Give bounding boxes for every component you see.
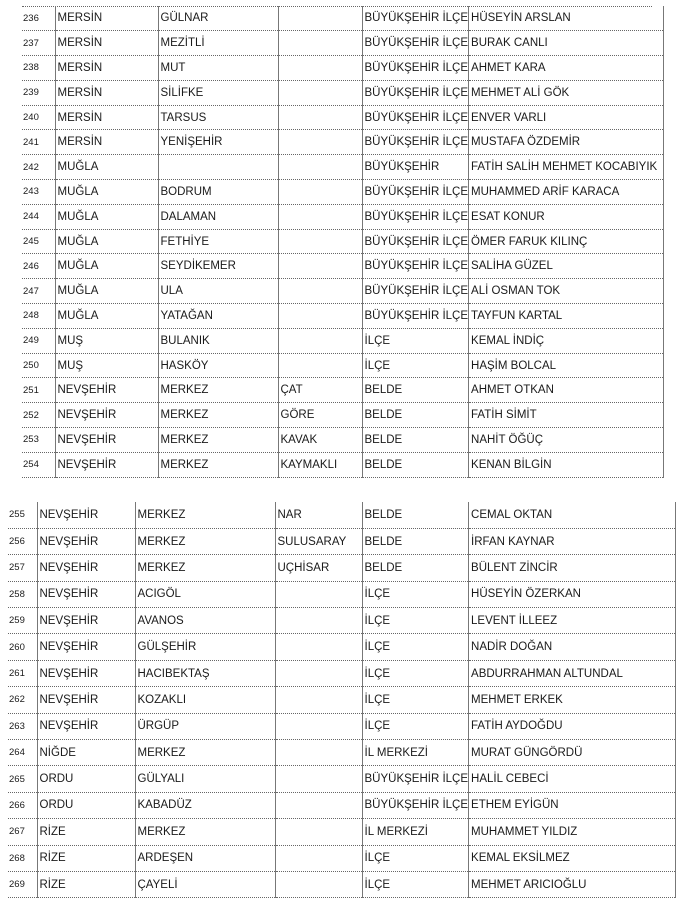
type-cell: İLÇE [362,581,469,607]
type-cell: İLÇE [362,353,469,378]
table-row [22,31,664,56]
district-cell: MERKEZ [158,403,278,428]
district-cell: MERKEZ [135,740,275,766]
candidate-name-cell: MUHAMMED ARİF KARACA [469,180,664,205]
district-cell: GÜLYALI [135,766,275,792]
type-cell: BÜYÜKŞEHİR İLÇE [362,254,469,279]
type-cell: BELDE [362,528,469,554]
candidate-name-cell: MEHMET ERKEK [469,687,676,713]
table-row [8,766,676,792]
row-number-cell: 242 [22,155,55,180]
town-cell [278,155,362,180]
province-cell: MERSİN [55,56,158,81]
row-number-cell: 263 [8,713,37,739]
type-cell: BÜYÜKŞEHİR [362,155,469,180]
candidate-name-cell: TAYFUN KARTAL [469,304,664,329]
type-cell: BÜYÜKŞEHİR İLÇE [362,6,469,31]
candidate-name-cell: FATİH SİMİT [469,403,664,428]
type-cell: BÜYÜKŞEHİR İLÇE [362,229,469,254]
district-cell: SİLİFKE [158,80,278,105]
type-cell: BÜYÜKŞEHİR İLÇE [362,766,469,792]
town-cell [278,279,362,304]
table-row [8,528,676,554]
table-row [22,229,664,254]
candidate-name-cell: ENVER VARLI [469,105,664,130]
type-cell: İLÇE [362,713,469,739]
district-cell: MERKEZ [135,528,275,554]
district-cell: GÜLNAR [158,6,278,31]
town-cell [275,819,362,845]
type-cell: İLÇE [362,328,469,353]
province-cell: MUŞ [55,328,158,353]
table-row [22,403,664,428]
type-cell: İLÇE [362,845,469,871]
row-number-cell: 237 [22,31,55,56]
row-number-cell: 262 [8,687,37,713]
town-cell: UÇHİSAR [275,555,362,581]
district-cell: YENİŞEHİR [158,130,278,155]
row-number-cell: 254 [22,452,55,477]
province-cell: MUĞLA [55,254,158,279]
table-row [22,328,664,353]
town-cell [275,687,362,713]
town-cell [278,130,362,155]
row-number-cell: 260 [8,634,37,660]
district-cell: MERKEZ [135,502,275,528]
table-row [22,80,664,105]
candidate-name-cell: ABDURRAHMAN ALTUNDAL [469,660,676,686]
table-row [8,502,676,528]
type-cell: BÜYÜKŞEHİR İLÇE [362,304,469,329]
row-number-cell: 268 [8,845,37,871]
type-cell: BÜYÜKŞEHİR İLÇE [362,31,469,56]
province-cell: MUĞLA [55,304,158,329]
row-number-cell: 243 [22,180,55,205]
row-number-cell: 252 [22,403,55,428]
province-cell: MERSİN [55,6,158,31]
row-number-cell: 238 [22,56,55,81]
town-cell [275,608,362,634]
district-cell: SEYDİKEMER [158,254,278,279]
province-cell: MUĞLA [55,180,158,205]
candidate-name-cell: ETHEM EYİGÜN [469,792,676,818]
table-row [22,204,664,229]
province-cell: MUĞLA [55,229,158,254]
district-cell: ULA [158,279,278,304]
province-cell: RİZE [37,871,135,897]
type-cell: BÜYÜKŞEHİR İLÇE [362,279,469,304]
row-number-cell: 269 [8,871,37,897]
row-number-cell: 249 [22,328,55,353]
table-row [22,6,664,31]
row-number-cell: 240 [22,105,55,130]
candidate-name-cell: ALİ OSMAN TOK [469,279,664,304]
district-cell: MERKEZ [158,428,278,453]
table-row [8,845,676,871]
province-cell: NEVŞEHİR [37,581,135,607]
province-cell: MERSİN [55,80,158,105]
candidate-name-cell: HALİL CEBECİ [469,766,676,792]
district-cell: FETHİYE [158,229,278,254]
table-row [8,608,676,634]
province-cell: NEVŞEHİR [55,403,158,428]
row-number-cell: 251 [22,378,55,403]
district-cell: MERKEZ [135,819,275,845]
type-cell: İLÇE [362,608,469,634]
candidate-name-cell: LEVENT İLLEEZ [469,608,676,634]
type-cell: BELDE [362,378,469,403]
district-cell: MUT [158,56,278,81]
type-cell: BÜYÜKŞEHİR İLÇE [362,130,469,155]
row-number-cell: 266 [8,792,37,818]
province-cell: NEVŞEHİR [37,502,135,528]
district-cell: MERKEZ [158,378,278,403]
table-row [8,792,676,818]
candidate-name-cell: NAHİT ÖĞÜÇ [469,428,664,453]
row-number-cell: 245 [22,229,55,254]
province-cell: NEVŞEHİR [37,713,135,739]
table-row [22,378,664,403]
district-cell: MEZİTLİ [158,31,278,56]
town-cell: NAR [275,502,362,528]
candidate-name-cell: ÖMER FARUK KILINÇ [469,229,664,254]
town-cell [275,766,362,792]
type-cell: BÜYÜKŞEHİR İLÇE [362,204,469,229]
province-cell: NEVŞEHİR [37,608,135,634]
town-cell [278,204,362,229]
table-row [22,155,664,180]
town-cell [278,180,362,205]
province-cell: ORDU [37,766,135,792]
row-number-cell: 264 [8,740,37,766]
town-cell [275,634,362,660]
province-cell: NEVŞEHİR [55,378,158,403]
town-cell [278,254,362,279]
row-number-cell: 239 [22,80,55,105]
candidate-name-cell: MEHMET ARICIOĞLU [469,871,676,897]
row-number-cell: 246 [22,254,55,279]
town-cell [275,871,362,897]
table-row [22,428,664,453]
town-cell [278,229,362,254]
table-row [22,279,664,304]
district-cell [158,155,278,180]
candidate-name-cell: BURAK CANLI [469,31,664,56]
province-cell: NEVŞEHİR [37,634,135,660]
table-row [22,56,664,81]
province-cell: NEVŞEHİR [37,555,135,581]
district-cell: DALAMAN [158,204,278,229]
district-cell: HASKÖY [158,353,278,378]
table-row [22,130,664,155]
province-cell: NEVŞEHİR [37,528,135,554]
province-cell: ORDU [37,792,135,818]
type-cell: BÜYÜKŞEHİR İLÇE [362,56,469,81]
results-table-bottom [8,502,676,898]
row-number-cell: 258 [8,581,37,607]
row-number-cell: 261 [8,660,37,686]
province-cell: MERSİN [55,31,158,56]
town-cell [278,31,362,56]
row-number-cell: 236 [22,6,55,31]
table-row [22,105,664,130]
type-cell: BÜYÜKŞEHİR İLÇE [362,80,469,105]
table-row [22,180,664,205]
town-cell [275,845,362,871]
type-cell: İL MERKEZİ [362,819,469,845]
candidate-name-cell: ESAT KONUR [469,204,664,229]
type-cell: BELDE [362,452,469,477]
province-cell: NEVŞEHİR [55,452,158,477]
table-row [8,819,676,845]
district-cell: ACIGÖL [135,581,275,607]
type-cell: İLÇE [362,634,469,660]
candidate-name-cell: SALİHA GÜZEL [469,254,664,279]
table-row [22,353,664,378]
type-cell: BELDE [362,555,469,581]
town-cell [278,304,362,329]
town-cell: ÇAT [278,378,362,403]
candidate-name-cell: NADİR DOĞAN [469,634,676,660]
district-cell: BODRUM [158,180,278,205]
candidate-name-cell: KEMAL İNDİÇ [469,328,664,353]
candidate-name-cell: CEMAL OKTAN [469,502,676,528]
row-number-cell: 265 [8,766,37,792]
table-row [22,254,664,279]
table-row [22,304,664,329]
town-cell [278,328,362,353]
table-row [8,555,676,581]
candidate-name-cell: FATİH AYDOĞDU [469,713,676,739]
row-number-cell: 257 [8,555,37,581]
type-cell: BELDE [362,403,469,428]
type-cell: BELDE [362,428,469,453]
town-cell [278,6,362,31]
row-number-cell: 267 [8,819,37,845]
table-row [8,581,676,607]
district-cell: MERKEZ [135,555,275,581]
table-row [8,713,676,739]
province-cell: RİZE [37,819,135,845]
type-cell: İLÇE [362,871,469,897]
type-cell: BÜYÜKŞEHİR İLÇE [362,180,469,205]
table-row [8,660,676,686]
province-cell: RİZE [37,845,135,871]
row-number-cell: 256 [8,528,37,554]
row-number-cell: 253 [22,428,55,453]
district-cell: KABADÜZ [135,792,275,818]
table-row [8,634,676,660]
town-cell [278,80,362,105]
row-number-cell: 247 [22,279,55,304]
town-cell [278,353,362,378]
table-row [22,452,664,477]
candidate-name-cell: KEMAL EKSİLMEZ [469,845,676,871]
table-row [8,687,676,713]
page-gap [0,481,687,501]
province-cell: NEVŞEHİR [37,660,135,686]
table-row [8,871,676,897]
province-cell: MERSİN [55,105,158,130]
row-number-cell: 255 [8,502,37,528]
row-number-cell: 244 [22,204,55,229]
town-cell [275,792,362,818]
province-cell: NİĞDE [37,740,135,766]
row-number-cell: 250 [22,353,55,378]
town-cell [275,713,362,739]
table-row [8,740,676,766]
district-cell: ÇAYELİ [135,871,275,897]
town-cell [278,105,362,130]
candidate-name-cell: FATİH SALİH MEHMET KOCABIYIK [469,155,664,180]
district-cell: YATAĞAN [158,304,278,329]
type-cell: BÜYÜKŞEHİR İLÇE [362,792,469,818]
candidate-name-cell: MURAT GÜNGÖRDÜ [469,740,676,766]
district-cell: AVANOS [135,608,275,634]
candidate-name-cell: AHMET OTKAN [469,378,664,403]
candidate-name-cell: HAŞİM BOLCAL [469,353,664,378]
candidate-name-cell: BÜLENT ZİNCİR [469,555,676,581]
row-number-cell: 241 [22,130,55,155]
type-cell: BÜYÜKŞEHİR İLÇE [362,105,469,130]
candidate-name-cell: MEHMET ALİ GÖK [469,80,664,105]
province-cell: MUŞ [55,353,158,378]
town-cell: SULUSARAY [275,528,362,554]
town-cell [278,56,362,81]
candidate-name-cell: KENAN BİLGİN [469,452,664,477]
town-cell: KAYMAKLI [278,452,362,477]
candidate-name-cell: MUSTAFA ÖZDEMİR [469,130,664,155]
row-number-cell: 248 [22,304,55,329]
district-cell: KOZAKLI [135,687,275,713]
province-cell: NEVŞEHİR [55,428,158,453]
type-cell: BELDE [362,502,469,528]
town-cell [275,740,362,766]
type-cell: İLÇE [362,660,469,686]
district-cell: GÜLŞEHİR [135,634,275,660]
district-cell: ÜRGÜP [135,713,275,739]
province-cell: MUĞLA [55,279,158,304]
province-cell: MUĞLA [55,204,158,229]
town-cell [275,660,362,686]
province-cell: MERSİN [55,130,158,155]
province-cell: NEVŞEHİR [37,687,135,713]
candidate-name-cell: MUHAMMET YILDIZ [469,819,676,845]
district-cell: TARSUS [158,105,278,130]
type-cell: İLÇE [362,687,469,713]
town-cell [275,581,362,607]
results-table-top [22,6,664,478]
district-cell: MERKEZ [158,452,278,477]
candidate-name-cell: HÜSEYİN ARSLAN [469,6,664,31]
candidate-name-cell: AHMET KARA [469,56,664,81]
town-cell: GÖRE [278,403,362,428]
candidate-name-cell: İRFAN KAYNAR [469,528,676,554]
type-cell: İL MERKEZİ [362,740,469,766]
row-number-cell: 259 [8,608,37,634]
town-cell: KAVAK [278,428,362,453]
province-cell: MUĞLA [55,155,158,180]
candidate-name-cell: HÜSEYİN ÖZERKAN [469,581,676,607]
district-cell: BULANIK [158,328,278,353]
district-cell: HACIBEKTAŞ [135,660,275,686]
district-cell: ARDEŞEN [135,845,275,871]
